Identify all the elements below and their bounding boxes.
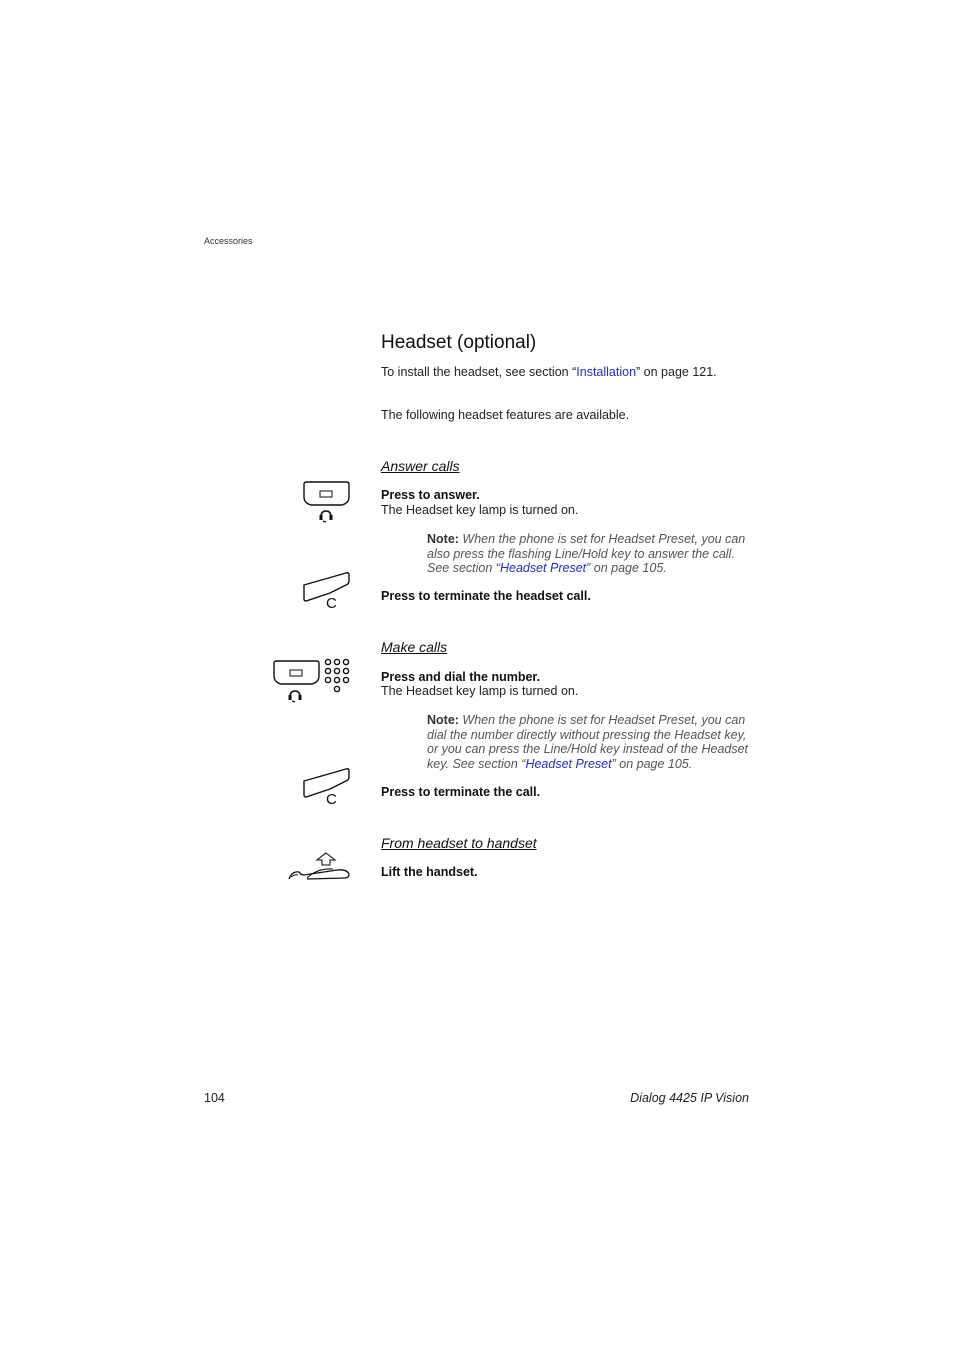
headset-key-icon [302,481,352,525]
answer-press-label: Press to answer. [381,488,480,502]
installation-link[interactable]: Installation [576,365,637,379]
clear-key-icon [302,767,352,807]
answer-note-link[interactable]: Headset Preset [499,561,587,576]
clear-key-icon [302,571,352,611]
make-press-label: Press and dial the number. [381,670,541,684]
answer-note [427,532,752,576]
make-note [427,713,752,771]
make-note-label: Note: [427,713,459,727]
headset-to-handset-heading: From headset to handset [381,835,537,851]
clear-key-letter: C [326,595,337,612]
keypad-icon [324,658,352,696]
intro-text [381,365,717,380]
page-number: 104 [204,1091,225,1105]
make-calls-heading: Make calls [381,639,448,655]
intro-after: ” on page 121. [636,365,717,379]
intro-before: To install the headset, see section “ [381,365,577,379]
answer-press-desc: The Headset key lamp is turned on. [381,503,579,517]
make-note-after: ” on page 105. [611,756,693,771]
page-title: Headset (optional) [381,332,537,353]
answer-note-text: When the phone is set for Headset Preset, you can also press the flashing Line/Hold key to answer the call. See section “ [427,532,746,576]
make-note-text: When the phone is set for Headset Preset, you can dial the number directly without pressing the Headset key, or you can press the Line/Hold key instead of the Headset key. See section “ [427,713,749,771]
make-press-desc: The Headset key lamp is turned on. [381,684,579,698]
answer-calls-heading: Answer calls [381,458,460,474]
make-terminate-label: Press to terminate the call. [381,785,541,799]
running-head: Accessories [204,236,253,246]
answer-note-after: ” on page 105. [586,561,667,576]
lift-handset-label: Lift the handset. [381,865,478,879]
answer-note-label: Note: [427,532,459,546]
features-text: The following headset features are available. [381,408,630,422]
make-note-link[interactable]: Headset Preset [525,756,612,771]
handset-lift-icon [287,851,353,883]
answer-terminate-label: Press to terminate the headset call. [381,589,591,603]
clear-key-letter: C [326,791,337,808]
product-name: Dialog 4425 IP Vision [630,1091,749,1105]
